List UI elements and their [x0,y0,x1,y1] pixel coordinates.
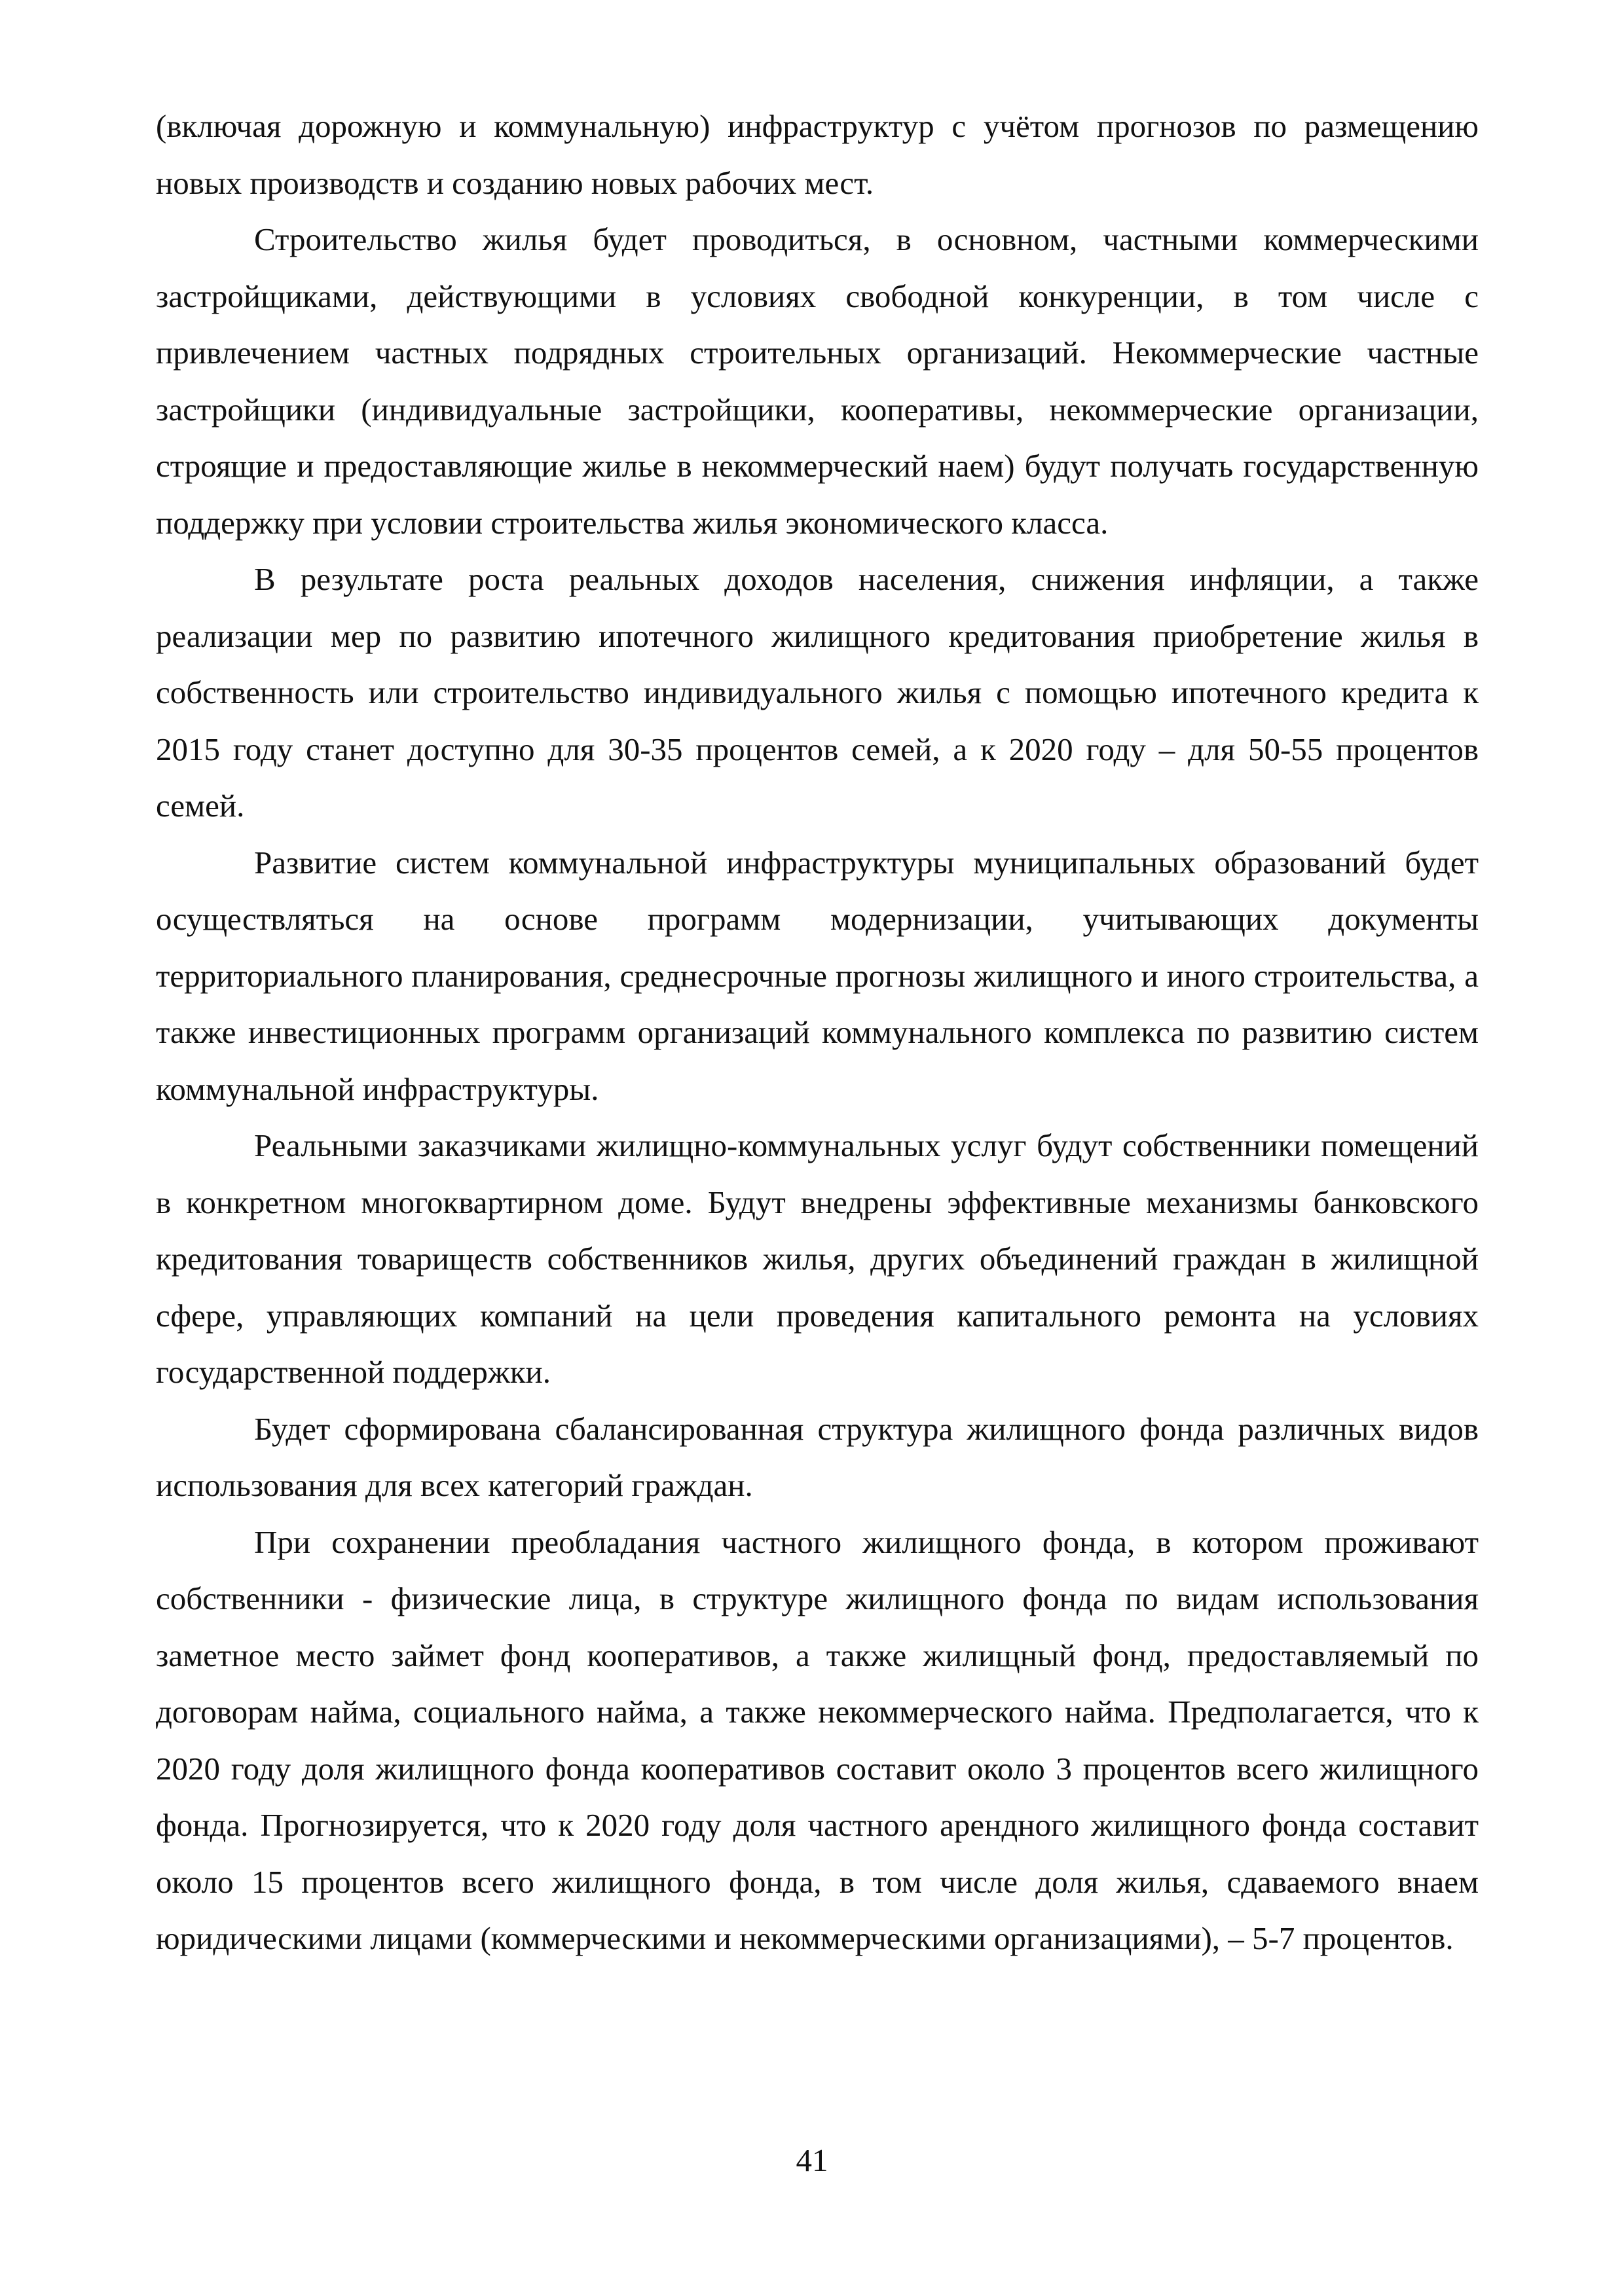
paragraph-housing-construction: Строительство жилья будет проводиться, в основном, частными коммерческими застройщиками, действующими в условиях свободной конкуренции, в том числе с привлечением частных подрядных строительных организаций. Некоммерческие частные застройщики (индивидуальные застройщики, кооперативы, некоммерческие организации, строящие и предоставляющие жилье в некоммерческий наем) будут получать государственную поддержку при условии строительства жилья экономического класса. [156,221,1479,541]
paragraph-continuation: (включая дорожную и коммунальную) инфраструктур с учётом прогнозов по размещению новых производств и созданию новых рабочих мест. [156,108,1479,201]
paragraph-balanced-structure: Будет сформирована сбалансированная структура жилищного фонда различных видов использования для всех категорий граждан. [156,1410,1479,1503]
paragraph-service-customers: Реальными заказчиками жилищно-коммунальных услуг будут собственники помещений в конкретном многоквартирном доме. Будут внедрены эффективные механизмы банковского кредитования товариществ собственников жилья, других объединений граждан в жилищной сфере, управляющих компаний на цели проведения капитального ремонта на условиях государственной поддержки. [156,1127,1479,1390]
paragraph-mortgage-affordability: В результате роста реальных доходов населения, снижения инфляции, а также реализации мер по развитию ипотечного жилищного кредитования приобретение жилья в собственность или строительство индивидуального жилья с помощью ипотечного кредита к 2015 году станет доступно для 30-35 процентов семей, а к 2020 году – для 50-55 процентов семей. [156,561,1479,824]
page-number: 41 [796,2142,828,2178]
document-body [156,98,1479,1967]
paragraph-communal-infrastructure: Развитие систем коммунальной инфраструктуры муниципальных образований будет осуществляться на основе программ модернизации, учитывающих документы территориального планирования, среднесрочные прогнозы жилищного и иного строительства, а также инвестиционных программ организаций коммунального комплекса по развитию систем коммунальной инфраструктуры. [156,844,1479,1107]
paragraph-housing-fund-shares: При сохранении преобладания частного жилищного фонда, в котором проживают собственники - физические лица, в структуре жилищного фонда по видам использования заметное место займет фонд кооперативов, а также жилищный фонд, предоставляемый по договорам найма, социального найма, а также некоммерческого найма. Предполагается, что к 2020 году доля жилищного фонда кооперативов составит около 3 процентов всего жилищного фонда. Прогнозируется, что к 2020 году доля частного арендного жилищного фонда составит около 15 процентов всего жилищного фонда, в том числе доля жилья, сдаваемого внаем юридическими лицами (коммерческими и некоммерческими организациями), – 5-7 процентов. [156,1523,1479,1956]
